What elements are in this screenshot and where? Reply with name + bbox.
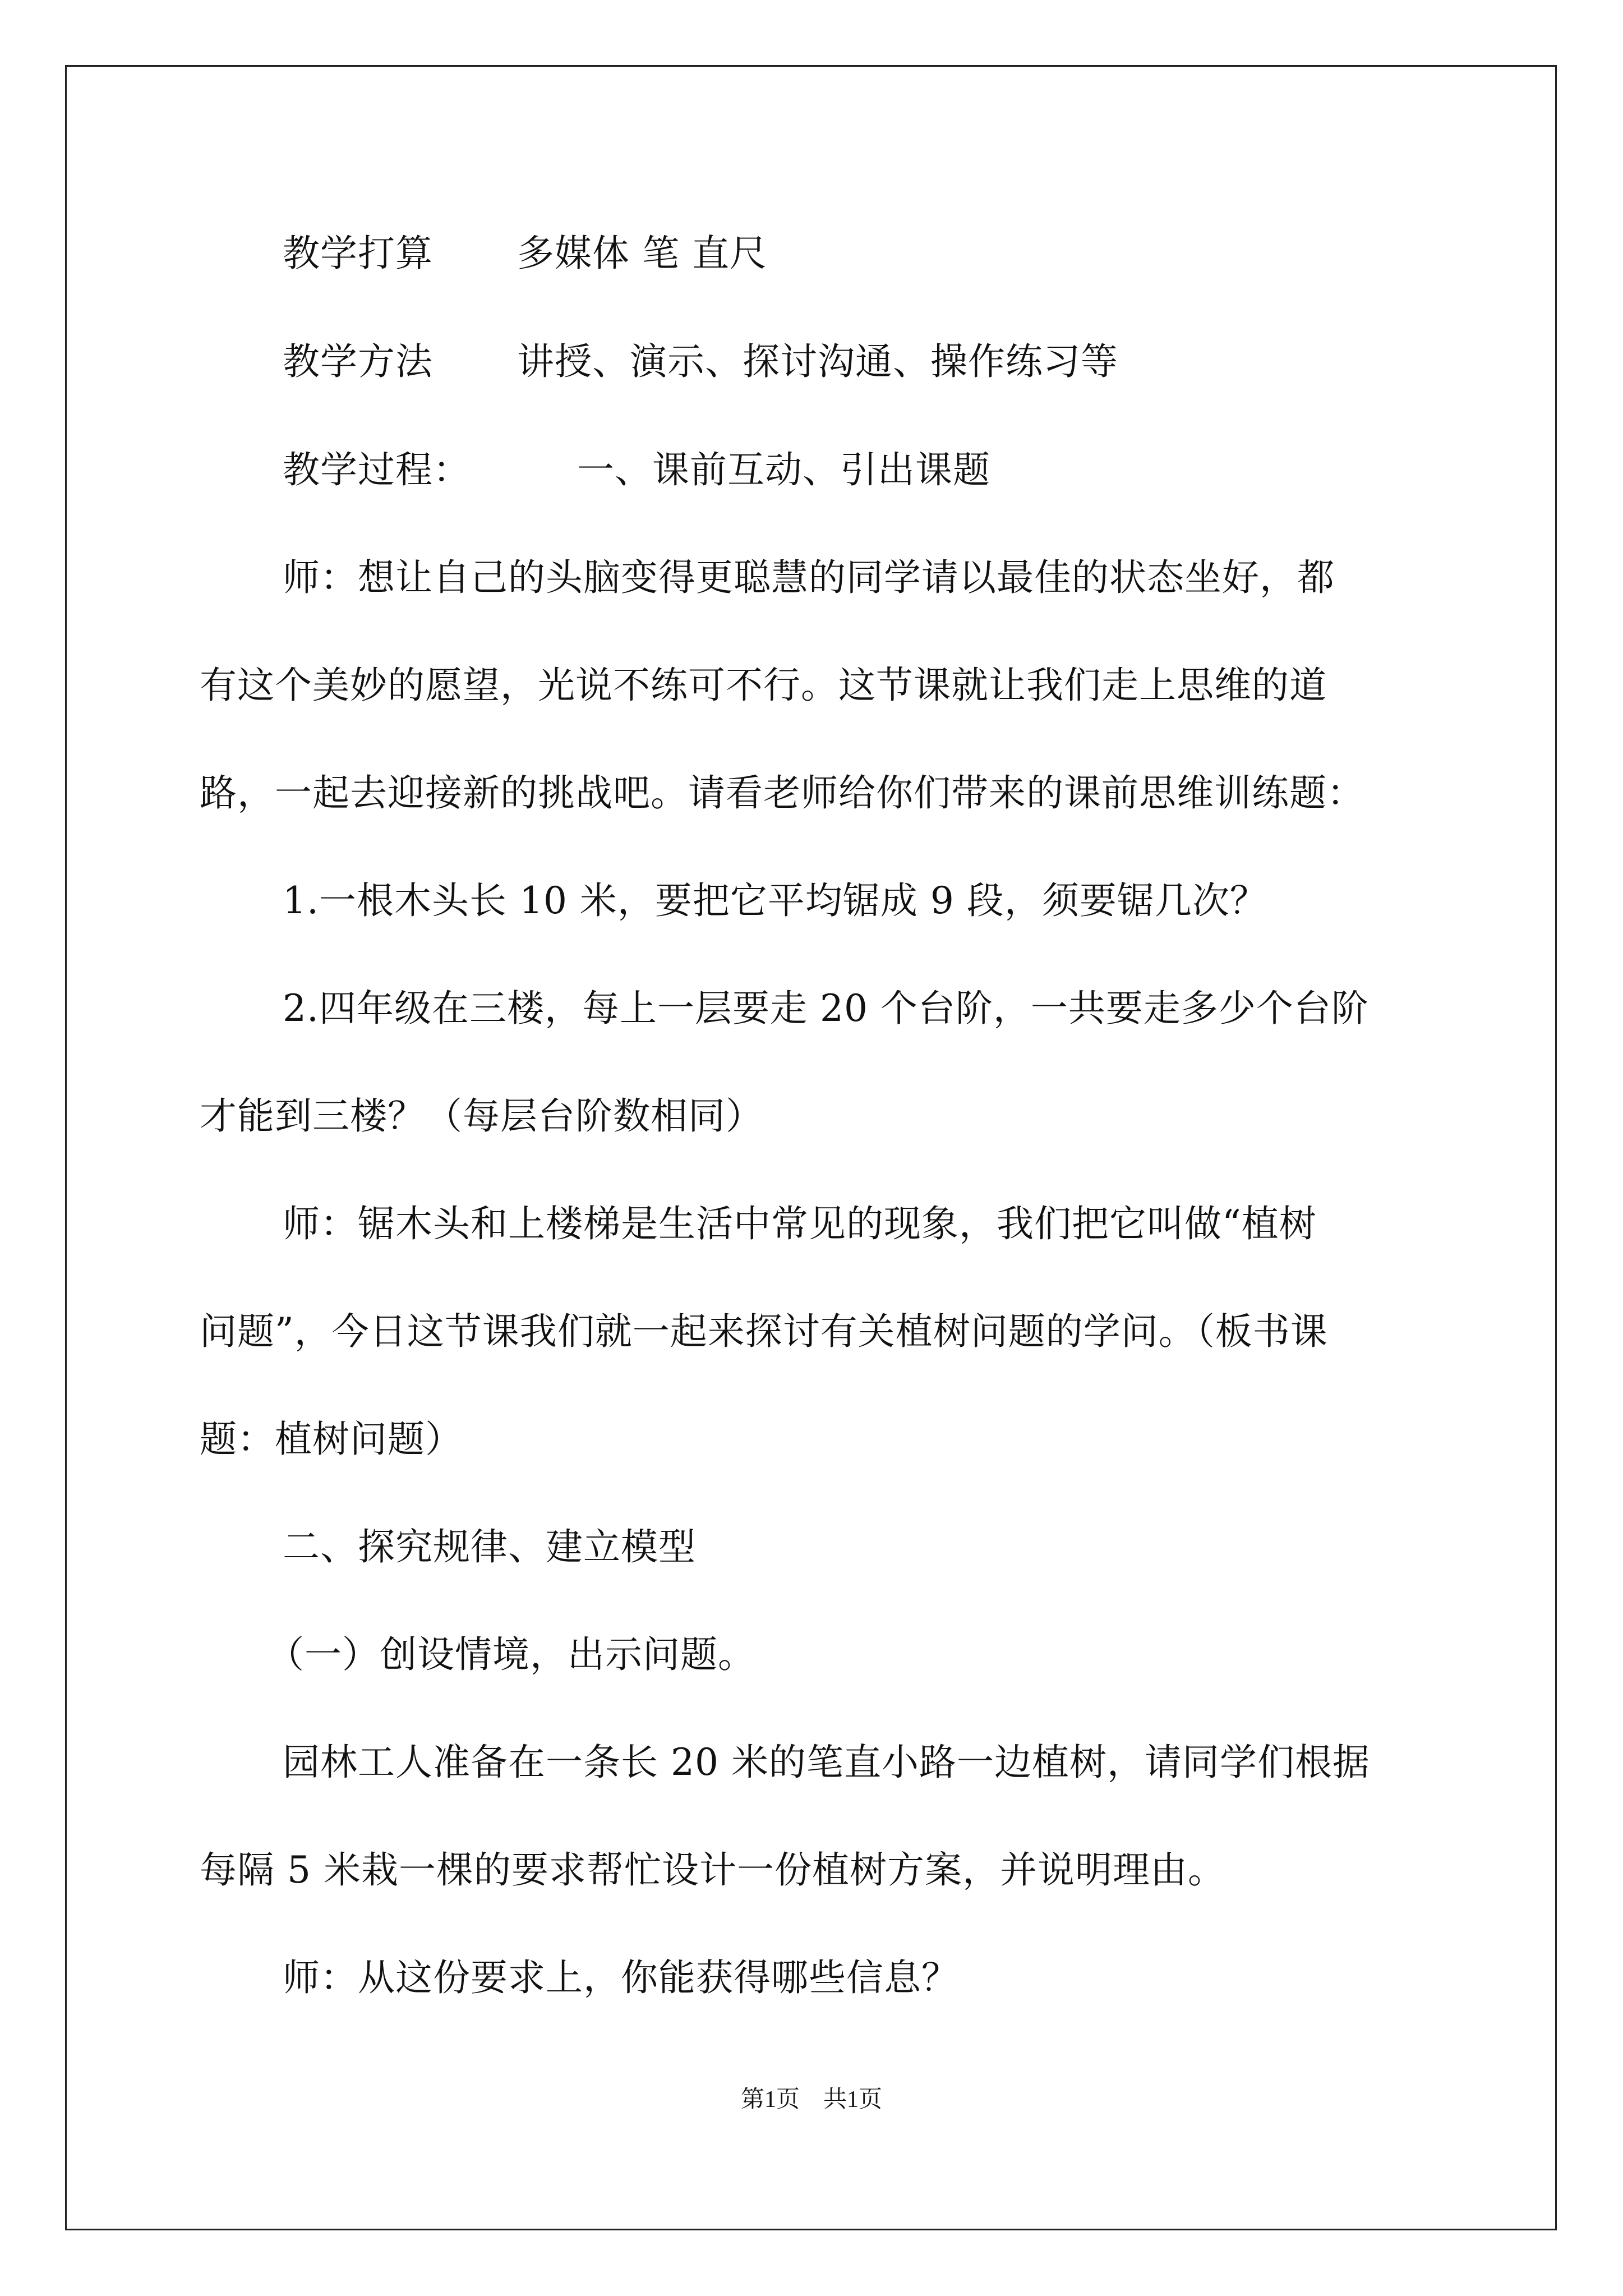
question-1: 1.一根木头长 10 米，要把它平均锯成 9 段，须要锯几次？ <box>283 879 1267 922</box>
paragraph-3-line-1: 园林工人准备在一条长 20 米的笔直小路一边植树，请同学们根据 <box>283 1741 1370 1784</box>
paragraph-1-line-1: 师：想让自己的头脑变得更聪慧的同学请以最佳的状态坐好，都 <box>283 556 1335 599</box>
teaching-method-label: 教学方法 <box>283 340 433 383</box>
paragraph-3-line-2: 每隔 5 米栽一棵的要求帮忙设计一份植树方案，并说明理由。 <box>200 1848 1225 1892</box>
paragraph-4: 师：从这份要求上，你能获得哪些信息？ <box>283 1956 959 1999</box>
teaching-process-value: 一、课前互动、引出课题 <box>577 448 990 491</box>
paragraph-2-line-2: 问题”，今日这节课我们就一起来探讨有关植树问题的学问。（板书课 <box>200 1310 1328 1353</box>
teaching-process-label: 教学过程： <box>283 448 471 491</box>
teaching-preparation-value: 多媒体 笔 直尺 <box>517 232 767 275</box>
teaching-method-row <box>283 339 1118 384</box>
teaching-method-value: 讲授、演示、探讨沟通、操作练习等 <box>517 340 1118 383</box>
paragraph-2-line-1: 师：锯木头和上楼梯是生活中常见的现象，我们把它叫做“植树 <box>283 1202 1317 1245</box>
teaching-preparation-label: 教学打算 <box>283 232 433 275</box>
section-heading-2: 二、探究规律、建立模型 <box>283 1525 696 1568</box>
paragraph-1-line-2: 有这个美妙的愿望，光说不练可不行。这节课就让我们走上思维的道 <box>200 664 1327 707</box>
page-footer: 第1页 共1页 <box>740 2087 882 2113</box>
paragraph-1-line-3: 路，一起去迎接新的挑战吧。请看老师给你们带来的课前思维训练题： <box>200 771 1364 815</box>
teaching-preparation-row <box>283 231 767 276</box>
subsection-heading-1: （一）创设情境，出示问题。 <box>267 1633 755 1676</box>
paragraph-2-line-3: 题：植树问题） <box>200 1418 463 1461</box>
question-2-line-2: 才能到三楼？（每层台阶数相同） <box>200 1094 763 1138</box>
page-border <box>65 65 1557 2230</box>
teaching-process-row <box>283 448 990 493</box>
question-2-line-1: 2.四年级在三楼，每上一层要走 20 个台阶，一共要走多少个台阶 <box>283 987 1369 1030</box>
